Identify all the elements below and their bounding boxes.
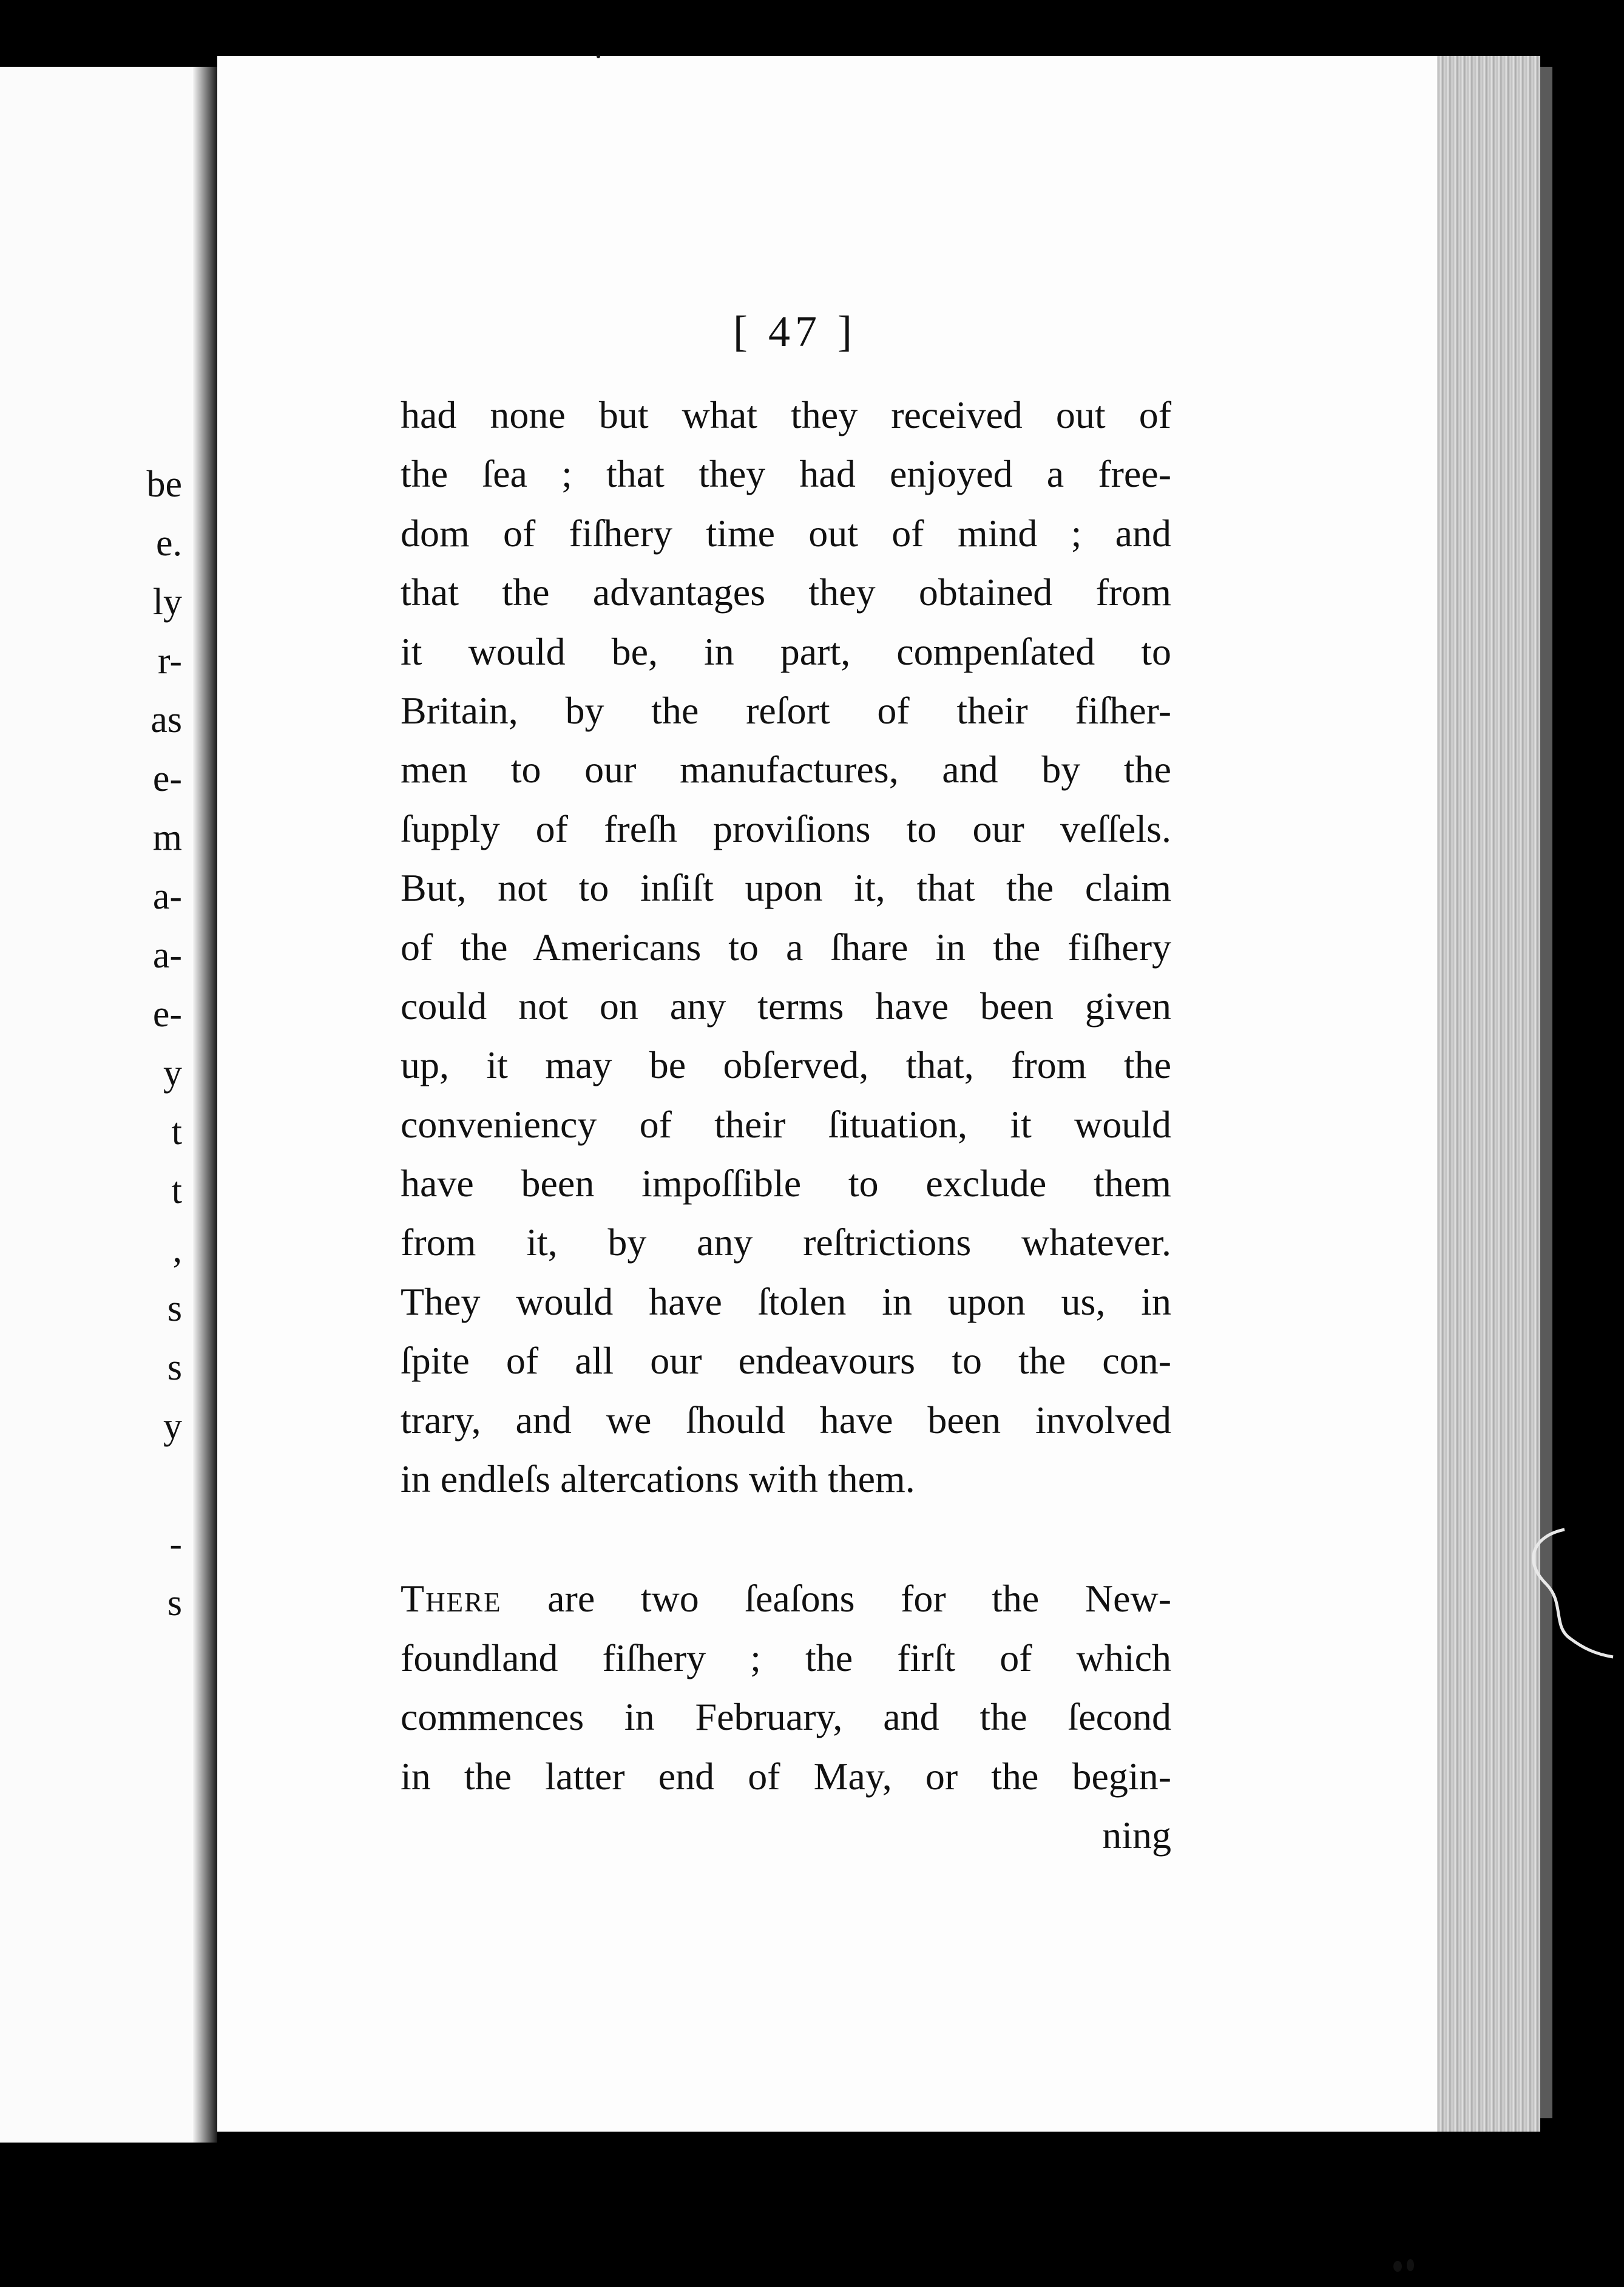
text-line: But, not to inſiſt upon it, that the claim <box>401 866 1171 910</box>
text-line: Britain, by the reſort of their fiſher- <box>401 688 1171 732</box>
text-line-rest: are two ſeaſons for the New- <box>501 1577 1171 1621</box>
paragraph <box>401 385 1171 1508</box>
text-line: could not on any terms have been given <box>401 984 1171 1028</box>
text-line: dom of fiſhery time out of mind ; and <box>401 511 1171 555</box>
text-line: ſpite of all our endeavours to the con- <box>401 1339 1171 1383</box>
catchword: ning <box>1102 1813 1171 1857</box>
text-line <box>401 1569 1171 1628</box>
left-line-fragment: m <box>152 817 182 858</box>
paragraph <box>401 1569 1171 1806</box>
text-line: of the Americans to a ſhare in the fiſhery <box>401 925 1171 969</box>
left-page-text <box>0 455 182 1633</box>
left-line-fragment: y <box>163 1406 182 1447</box>
left-line-fragment: as <box>151 699 182 740</box>
left-line-fragment: - <box>169 1523 182 1565</box>
text-line: up, it may be obſerved, that, from the <box>401 1043 1171 1087</box>
left-line-fragment: e. <box>155 523 182 564</box>
text-line: have been impoſſible to exclude them <box>401 1162 1171 1205</box>
left-page <box>0 67 200 2143</box>
paragraph-gap <box>401 1508 1171 1569</box>
left-line-fragment: s <box>167 1582 182 1624</box>
left-line-fragment: s <box>167 1288 182 1329</box>
left-line-fragment <box>0 1456 182 1515</box>
left-line-fragment: be <box>146 464 182 505</box>
left-line-fragment: , <box>172 1229 182 1270</box>
left-line-fragment: a- <box>152 935 182 976</box>
text-line: it would be, in part, compenſated to <box>401 629 1171 673</box>
scan-artifact-squiggle <box>1522 1517 1619 1663</box>
left-line-fragment: r- <box>157 640 182 682</box>
dust-speck <box>597 55 600 58</box>
left-line-fragment: a- <box>152 876 182 917</box>
page-edges-shadow <box>1540 67 1552 2118</box>
text-line: trary, and we ſhould have been involved <box>401 1398 1171 1442</box>
left-line-fragment: t <box>171 1111 182 1153</box>
text-line: conveniency of their ſituation, it would <box>401 1102 1171 1146</box>
text-line: that the advantages they obtained from <box>401 571 1171 614</box>
text-line: from it, by any reſtrictions whatever. <box>401 1221 1171 1264</box>
text-line: had none but what they received out of <box>401 393 1171 436</box>
book-gutter <box>193 67 217 2143</box>
text-line: commences in February, and the ſecond <box>401 1695 1171 1739</box>
text-line: ſupply of freſh proviſions to our veſſels. <box>401 807 1171 850</box>
left-line-fragment: s <box>167 1347 182 1388</box>
text-line: in the latter end of May, or the begin- <box>401 1754 1171 1798</box>
dust-speck <box>1393 2261 1402 2272</box>
left-line-fragment: e- <box>152 994 182 1035</box>
page-number: [ 47 ] <box>733 307 857 356</box>
dust-speck <box>1407 2259 1414 2271</box>
text-line: foundland fiſhery ; the firſt of which <box>401 1636 1171 1679</box>
text-line: the ſea ; that they had enjoyed a free- <box>401 452 1171 496</box>
text-line: They would have ſtolen in upon us, in <box>401 1279 1171 1323</box>
text-line: in endleſs altercations with them. <box>401 1457 915 1501</box>
text-line: men to our manufactures, and by the <box>401 748 1171 791</box>
small-caps-lead: There <box>401 1577 502 1621</box>
body-text <box>401 385 1171 1865</box>
left-line-fragment: e- <box>152 758 182 799</box>
page-edges <box>1437 56 1540 2132</box>
left-line-fragment: y <box>163 1052 182 1094</box>
left-line-fragment: t <box>171 1170 182 1211</box>
left-line-fragment: ly <box>152 581 182 623</box>
